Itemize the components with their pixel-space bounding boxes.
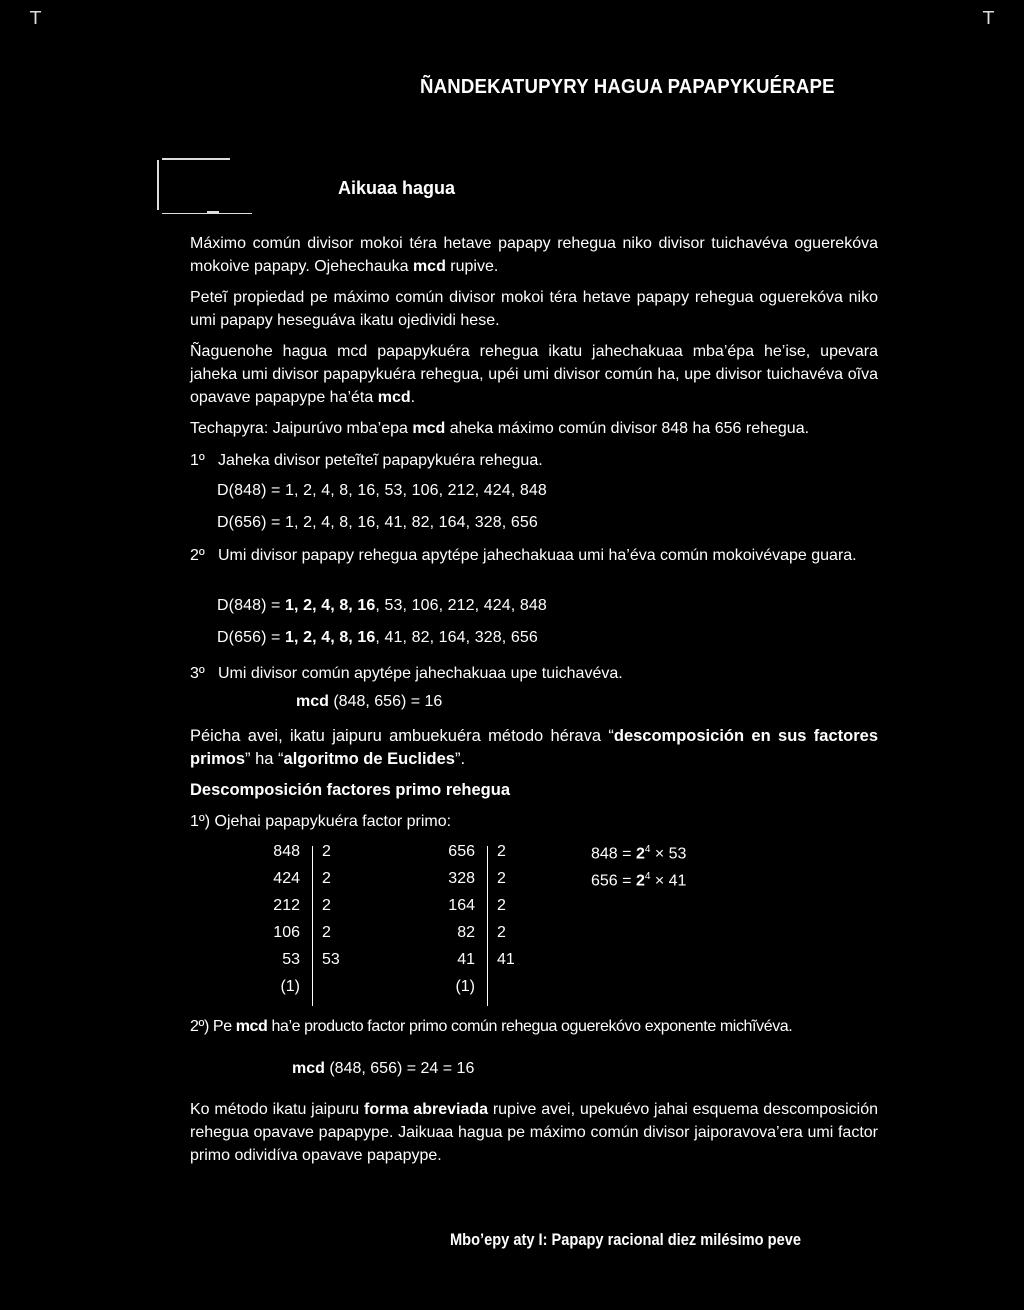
methods-heading: Descomposición factores primo rehegua xyxy=(190,781,511,799)
corner-mark-right: T xyxy=(983,8,994,29)
factorization-848: $848 = 2^4 \times 53$ xyxy=(591,844,687,863)
step-2: 2º Umi divisor papapy rehegua apytépe jahechakuaa umi ha’éva común mokoivévape guara. xyxy=(190,547,857,564)
paragraph-property: Peteĩ propiedad pe máximo común divisor mokoi téra hetave papapy rehegua oguerekóva niko umi papapy heseguáva ikatu ojedividi hese. xyxy=(190,289,878,329)
divisors-848-common: D(848) = 1, 2, 4, 8, 16, 53, 106, 212, 424, 848 xyxy=(217,597,547,614)
mcd-result-1: mcd (848, 656) = 16 xyxy=(296,693,443,710)
paragraph-closing: Ko método ikatu jaipuru forma abreviada rupive avei, upekuévo jahai esquema descomposición rehegua opavave papapype. Jaikuaa hagua pe máximo común divisor jaiporavova’era umi factor primo odividíva opavave papapype. xyxy=(190,1101,879,1164)
mcd-result-2: mcd (848, 656) = 24 = 16 xyxy=(292,1060,475,1077)
methods-step-2: 2º) Pe mcd ha’e producto factor primo común rehegua oguerekóvo exponente michĩvéva. xyxy=(190,1018,793,1035)
section-box-icon xyxy=(157,158,257,218)
paragraph-methods: Péicha avei, ikatu jaipuru ambuekuéra método hérava “descomposición en sus factores primos” ha “algoritmo de Euclides”. xyxy=(190,727,878,768)
paragraph-definition: Máximo común divisor mokoi téra hetave papapy rehegua niko divisor tuichavéva oguerekóva mokoive papapy. Ojehechauka mcd rupive. xyxy=(190,235,878,275)
paragraph-procedure: Ñaguenohe hagua mcd papapykuéra rehegua ikatu jahechakuaa mba’épa he’ise, upevara jaheka umi divisor papapykuéra rehegua, upéi umi divisor común ha, upe divisor tuichavéva oĩva opavave papapype ha’éta mcd. xyxy=(190,343,878,406)
corner-mark-left: T xyxy=(30,8,41,29)
divisors-656-common: D(656) = 1, 2, 4, 8, 16, 41, 82, 164, 328, 656 xyxy=(217,629,538,646)
methods-step-1: 1º) Ojehai papapykuéra factor primo: xyxy=(190,813,452,830)
step-1: 1º Jaheka divisor peteĩteĩ papapykuéra rehegua. xyxy=(190,452,543,469)
paragraph-example: Techapyra: Jaipurúvo mba’epa mcd aheka máximo común divisor 848 ha 656 rehegua. xyxy=(190,420,810,437)
footer-text: Mbo’epy aty I: Papapy racional diez milésimo peve xyxy=(450,1230,802,1249)
section-heading: Aikuaa hagua xyxy=(338,178,456,198)
chapter-title: ÑANDEKATUPYRY HAGUA PAPAPYKUÉRAPE xyxy=(420,76,835,98)
factorization-656: $656 = 2^4 \times 41$ xyxy=(591,871,687,890)
divisors-656: D(656) = 1, 2, 4, 8, 16, 41, 82, 164, 328, 656 xyxy=(217,514,538,531)
step-3: 3º Umi divisor común apytépe jahechakuaa upe tuichavéva. xyxy=(190,665,623,682)
divisors-848: D(848) = 1, 2, 4, 8, 16, 53, 106, 212, 424, 848 xyxy=(217,482,547,499)
